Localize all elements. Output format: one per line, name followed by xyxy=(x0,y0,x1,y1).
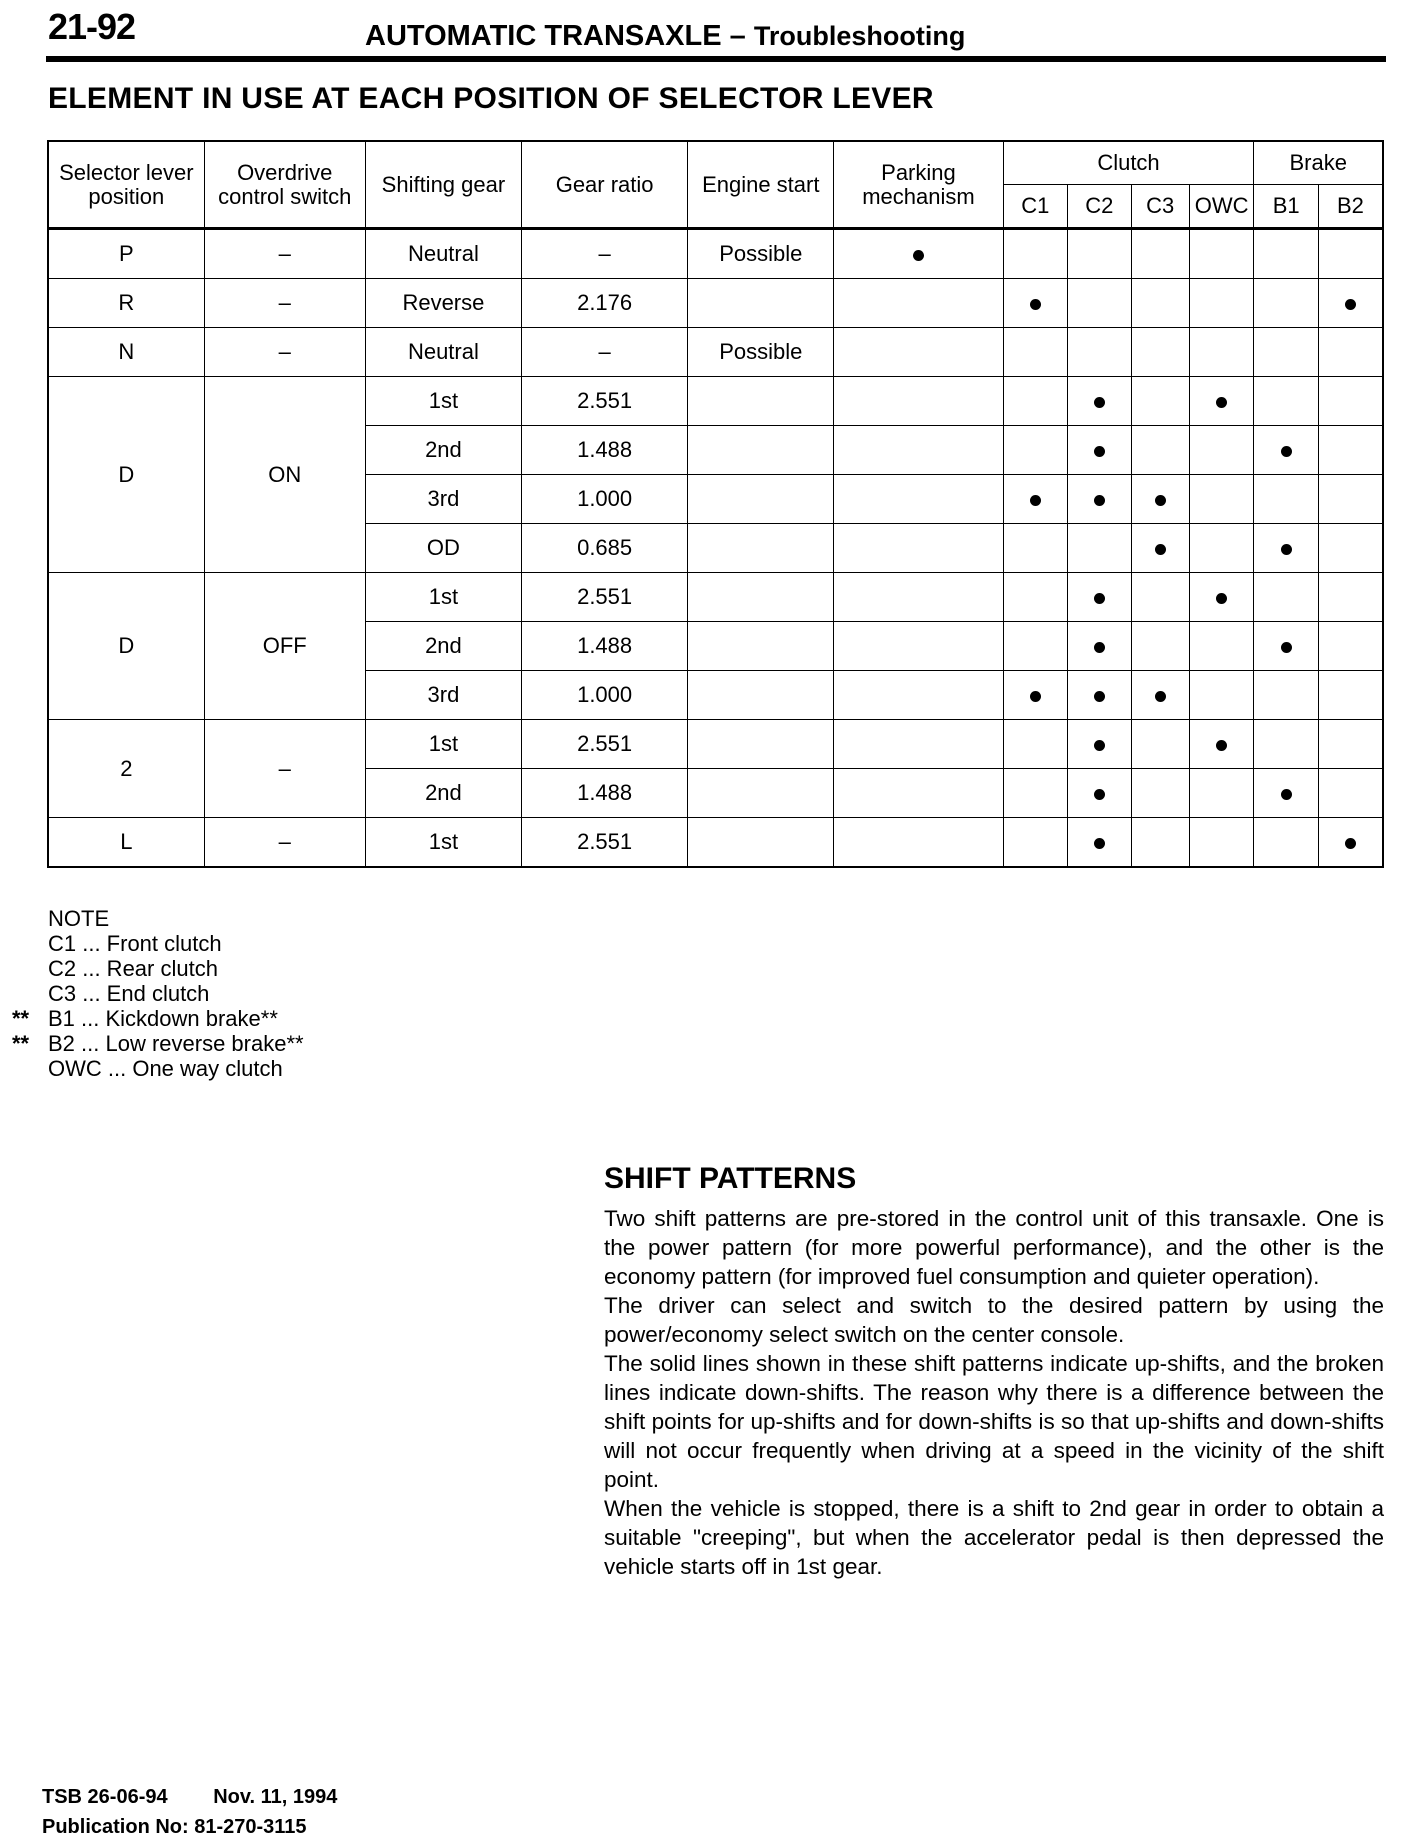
note-text: B2 ... Low reverse brake** xyxy=(48,1031,304,1056)
gear-ratio-cell: 2.551 xyxy=(522,377,688,426)
c3-cell xyxy=(1131,524,1189,573)
header-c1: C1 xyxy=(1003,185,1067,229)
notes xyxy=(12,906,304,1081)
owc-cell xyxy=(1189,720,1254,769)
header-selector: Selector lever position xyxy=(48,141,204,229)
park-cell xyxy=(834,524,1003,573)
note-item: ** B1 ... Kickdown brake** xyxy=(12,1006,278,1031)
c1-cell xyxy=(1003,573,1067,622)
header-c2: C2 xyxy=(1068,185,1131,229)
b1-cell xyxy=(1254,328,1318,377)
b1-cell xyxy=(1254,818,1318,868)
header-subtitle: Troubleshooting xyxy=(753,21,966,51)
shifting-gear-cell: 3rd xyxy=(365,671,521,720)
notes-list xyxy=(12,931,304,1081)
overdrive-switch-cell: – xyxy=(204,328,365,377)
park-cell xyxy=(834,279,1003,328)
header-title-main: AUTOMATIC TRANSAXLE xyxy=(365,20,722,52)
c1-cell xyxy=(1003,671,1067,720)
c1-cell xyxy=(1003,720,1067,769)
header-brake: Brake xyxy=(1254,141,1383,185)
engaged-dot-icon xyxy=(1216,740,1227,751)
shifting-gear-cell: 2nd xyxy=(365,769,521,818)
b1-cell xyxy=(1254,279,1318,328)
engine-start-cell xyxy=(688,426,834,475)
note-item xyxy=(48,931,304,956)
selector-position-cell: 2 xyxy=(48,720,204,818)
engaged-dot-icon xyxy=(1281,789,1292,800)
shifting-gear-cell: 1st xyxy=(365,818,521,868)
shifting-gear-cell: 3rd xyxy=(365,475,521,524)
footer-publication: Publication No: 81-270-3115 xyxy=(42,1816,307,1838)
overdrive-switch-cell: ON xyxy=(204,377,365,573)
overdrive-switch-cell: – xyxy=(204,229,365,279)
c2-cell xyxy=(1068,524,1131,573)
engaged-dot-icon xyxy=(1030,495,1041,506)
page-number: 21-92 xyxy=(48,6,136,47)
engaged-dot-icon xyxy=(1030,299,1041,310)
overdrive-switch-cell: OFF xyxy=(204,573,365,720)
gear-ratio-cell: 1.488 xyxy=(522,622,688,671)
shifting-gear-cell: Neutral xyxy=(365,229,521,279)
shifting-gear-cell: 2nd xyxy=(365,622,521,671)
c2-cell xyxy=(1068,769,1131,818)
gear-ratio-cell: – xyxy=(522,328,688,377)
b2-cell xyxy=(1318,769,1383,818)
park-cell xyxy=(834,328,1003,377)
note-item xyxy=(48,956,304,981)
owc-cell xyxy=(1189,328,1254,377)
selector-position-cell: R xyxy=(48,279,204,328)
shifting-gear-cell: OD xyxy=(365,524,521,573)
b1-cell xyxy=(1254,426,1318,475)
engaged-dot-icon xyxy=(1094,740,1105,751)
shift-patterns-title: SHIFT PATTERNS xyxy=(604,1162,857,1195)
element-table xyxy=(47,140,1384,868)
b1-cell xyxy=(1254,720,1318,769)
gear-ratio-cell: 1.000 xyxy=(522,671,688,720)
park-cell xyxy=(834,720,1003,769)
engaged-dot-icon xyxy=(1094,397,1105,408)
engine-start-cell xyxy=(688,671,834,720)
c1-cell xyxy=(1003,377,1067,426)
selector-position-cell: L xyxy=(48,818,204,868)
b2-cell xyxy=(1318,671,1383,720)
engine-start-cell xyxy=(688,769,834,818)
owc-cell xyxy=(1189,377,1254,426)
shift-paragraph-4: When the vehicle is stopped, there is a shift to 2nd gear in order to obtain a suitable "creeping", but when the accelerator pedal is then depressed the vehicle starts off in 1st gear. xyxy=(604,1496,1384,1579)
b2-cell xyxy=(1318,426,1383,475)
note-item: ** B2 ... Low reverse brake** xyxy=(12,1031,304,1056)
gear-ratio-cell: 1.488 xyxy=(522,426,688,475)
selector-position-cell: D xyxy=(48,573,204,720)
c2-cell xyxy=(1068,279,1131,328)
engaged-dot-icon xyxy=(1281,446,1292,457)
c2-cell xyxy=(1068,720,1131,769)
overdrive-switch-cell: – xyxy=(204,279,365,328)
c1-cell xyxy=(1003,328,1067,377)
table-row xyxy=(48,377,1383,426)
b2-cell xyxy=(1318,229,1383,279)
shifting-gear-cell: Neutral xyxy=(365,328,521,377)
engaged-dot-icon xyxy=(1094,642,1105,653)
c1-cell xyxy=(1003,769,1067,818)
c3-cell xyxy=(1131,769,1189,818)
b2-cell xyxy=(1318,524,1383,573)
header-title-dash: – xyxy=(729,20,746,52)
gear-ratio-cell: 1.488 xyxy=(522,769,688,818)
note-text: C3 ... End clutch xyxy=(48,981,210,1006)
note-text: C1 ... Front clutch xyxy=(48,931,222,956)
park-cell xyxy=(834,426,1003,475)
note-text: B1 ... Kickdown brake** xyxy=(48,1006,278,1031)
table-row xyxy=(48,818,1383,868)
engaged-dot-icon xyxy=(1216,397,1227,408)
engine-start-cell xyxy=(688,818,834,868)
b2-cell xyxy=(1318,279,1383,328)
section-title: ELEMENT IN USE AT EACH POSITION OF SELECTOR LEVER xyxy=(48,82,934,115)
c3-cell xyxy=(1131,377,1189,426)
c3-cell xyxy=(1131,475,1189,524)
table-row xyxy=(48,328,1383,377)
c3-cell xyxy=(1131,573,1189,622)
engaged-dot-icon xyxy=(1281,544,1292,555)
selector-position-cell: N xyxy=(48,328,204,377)
b1-cell xyxy=(1254,475,1318,524)
park-cell xyxy=(834,769,1003,818)
engaged-dot-icon xyxy=(1094,691,1105,702)
engaged-dot-icon xyxy=(1155,495,1166,506)
footer xyxy=(42,1782,337,1842)
owc-cell xyxy=(1189,475,1254,524)
engaged-dot-icon xyxy=(1345,299,1356,310)
c1-cell xyxy=(1003,622,1067,671)
header-shifting-gear: Shifting gear xyxy=(365,141,521,229)
engine-start-cell: Possible xyxy=(688,229,834,279)
park-cell xyxy=(834,475,1003,524)
b1-cell xyxy=(1254,524,1318,573)
shifting-gear-cell: 2nd xyxy=(365,426,521,475)
shift-paragraph-2: The driver can select and switch to the desired pattern by using the power/economy select switch on the center console. xyxy=(604,1293,1384,1347)
engine-start-cell xyxy=(688,475,834,524)
owc-cell xyxy=(1189,769,1254,818)
header-rule xyxy=(46,56,1386,62)
owc-cell xyxy=(1189,622,1254,671)
c2-cell xyxy=(1068,377,1131,426)
c2-cell xyxy=(1068,671,1131,720)
engine-start-cell: Possible xyxy=(688,328,834,377)
b1-cell xyxy=(1254,377,1318,426)
engaged-dot-icon xyxy=(1094,838,1105,849)
selector-position-cell: P xyxy=(48,229,204,279)
c2-cell xyxy=(1068,426,1131,475)
engine-start-cell xyxy=(688,573,834,622)
header-overdrive: Overdrive control switch xyxy=(204,141,365,229)
b2-cell xyxy=(1318,377,1383,426)
header-gear-ratio: Gear ratio xyxy=(522,141,688,229)
owc-cell xyxy=(1189,229,1254,279)
c2-cell xyxy=(1068,818,1131,868)
b2-cell xyxy=(1318,720,1383,769)
b2-cell xyxy=(1318,818,1383,868)
footer-tsb: TSB 26-06-94 xyxy=(42,1786,168,1808)
c3-cell xyxy=(1131,671,1189,720)
b2-cell xyxy=(1318,573,1383,622)
c1-cell xyxy=(1003,524,1067,573)
note-text: OWC ... One way clutch xyxy=(48,1056,283,1081)
c1-cell xyxy=(1003,426,1067,475)
shift-paragraph-3: The solid lines shown in these shift patterns indicate up-shifts, and the broken lines indicate down-shifts. The reason why there is a difference between the shift points for up-shifts and for down-shifts is so that up-shifts and down-shifts will not occur frequently when driving at a speed in the vicinity of the shift point. xyxy=(604,1351,1384,1492)
gear-ratio-cell: 2.176 xyxy=(522,279,688,328)
note-item xyxy=(48,1056,304,1081)
park-cell xyxy=(834,229,1003,279)
table-row xyxy=(48,720,1383,769)
gear-ratio-cell: 2.551 xyxy=(522,573,688,622)
selector-position-cell: D xyxy=(48,377,204,573)
header-title xyxy=(365,20,965,53)
c1-cell xyxy=(1003,818,1067,868)
gear-ratio-cell: 2.551 xyxy=(522,720,688,769)
c2-cell xyxy=(1068,475,1131,524)
engaged-dot-icon xyxy=(1216,593,1227,604)
engaged-dot-icon xyxy=(1155,691,1166,702)
engaged-dot-icon xyxy=(1094,495,1105,506)
engaged-dot-icon xyxy=(1094,789,1105,800)
owc-cell xyxy=(1189,524,1254,573)
c3-cell xyxy=(1131,720,1189,769)
park-cell xyxy=(834,622,1003,671)
header-b1: B1 xyxy=(1254,185,1318,229)
c3-cell xyxy=(1131,279,1189,328)
note-text: C2 ... Rear clutch xyxy=(48,956,218,981)
b1-cell xyxy=(1254,229,1318,279)
engine-start-cell xyxy=(688,377,834,426)
c3-cell xyxy=(1131,229,1189,279)
shifting-gear-cell: 1st xyxy=(365,377,521,426)
park-cell xyxy=(834,377,1003,426)
shift-paragraph-1: Two shift patterns are pre-stored in the control unit of this transaxle. One is the power pattern (for more powerful performance), and the other is the economy pattern (for improved fuel consumption and quieter operation). xyxy=(604,1206,1384,1289)
table-row xyxy=(48,573,1383,622)
b2-cell xyxy=(1318,328,1383,377)
header-owc: OWC xyxy=(1189,185,1254,229)
c2-cell xyxy=(1068,573,1131,622)
engine-start-cell xyxy=(688,720,834,769)
b2-cell xyxy=(1318,622,1383,671)
b2-cell xyxy=(1318,475,1383,524)
engaged-dot-icon xyxy=(1094,593,1105,604)
notes-title: NOTE xyxy=(48,906,110,931)
header-b2: B2 xyxy=(1318,185,1383,229)
c2-cell xyxy=(1068,328,1131,377)
engaged-dot-icon xyxy=(1030,691,1041,702)
park-cell xyxy=(834,573,1003,622)
park-cell xyxy=(834,671,1003,720)
header-parking: Parking mechanism xyxy=(834,141,1003,229)
park-cell xyxy=(834,818,1003,868)
b1-cell xyxy=(1254,671,1318,720)
c2-cell xyxy=(1068,229,1131,279)
owc-cell xyxy=(1189,818,1254,868)
owc-cell xyxy=(1189,279,1254,328)
table-row xyxy=(48,279,1383,328)
c2-cell xyxy=(1068,622,1131,671)
engaged-dot-icon xyxy=(913,250,924,261)
note-item xyxy=(48,981,304,1006)
owc-cell xyxy=(1189,671,1254,720)
engaged-dot-icon xyxy=(1345,838,1356,849)
engine-start-cell xyxy=(688,622,834,671)
element-table-body xyxy=(48,229,1383,868)
b1-cell xyxy=(1254,622,1318,671)
b1-cell xyxy=(1254,573,1318,622)
overdrive-switch-cell: – xyxy=(204,720,365,818)
c1-cell xyxy=(1003,229,1067,279)
b1-cell xyxy=(1254,769,1318,818)
c3-cell xyxy=(1131,622,1189,671)
shifting-gear-cell: Reverse xyxy=(365,279,521,328)
owc-cell xyxy=(1189,426,1254,475)
shift-patterns-section xyxy=(604,1162,1384,1581)
gear-ratio-cell: 0.685 xyxy=(522,524,688,573)
table-row xyxy=(48,229,1383,279)
header-clutch: Clutch xyxy=(1003,141,1254,185)
shifting-gear-cell: 1st xyxy=(365,720,521,769)
header-c3: C3 xyxy=(1131,185,1189,229)
engaged-dot-icon xyxy=(1155,544,1166,555)
c3-cell xyxy=(1131,328,1189,377)
header-engine-start: Engine start xyxy=(688,141,834,229)
engaged-dot-icon xyxy=(1281,642,1292,653)
c3-cell xyxy=(1131,426,1189,475)
gear-ratio-cell: 2.551 xyxy=(522,818,688,868)
engine-start-cell xyxy=(688,279,834,328)
c3-cell xyxy=(1131,818,1189,868)
c1-cell xyxy=(1003,279,1067,328)
engine-start-cell xyxy=(688,524,834,573)
engaged-dot-icon xyxy=(1094,446,1105,457)
gear-ratio-cell: 1.000 xyxy=(522,475,688,524)
shifting-gear-cell: 1st xyxy=(365,573,521,622)
gear-ratio-cell: – xyxy=(522,229,688,279)
footer-date: Nov. 11, 1994 xyxy=(213,1786,338,1808)
c1-cell xyxy=(1003,475,1067,524)
overdrive-switch-cell: – xyxy=(204,818,365,868)
owc-cell xyxy=(1189,573,1254,622)
